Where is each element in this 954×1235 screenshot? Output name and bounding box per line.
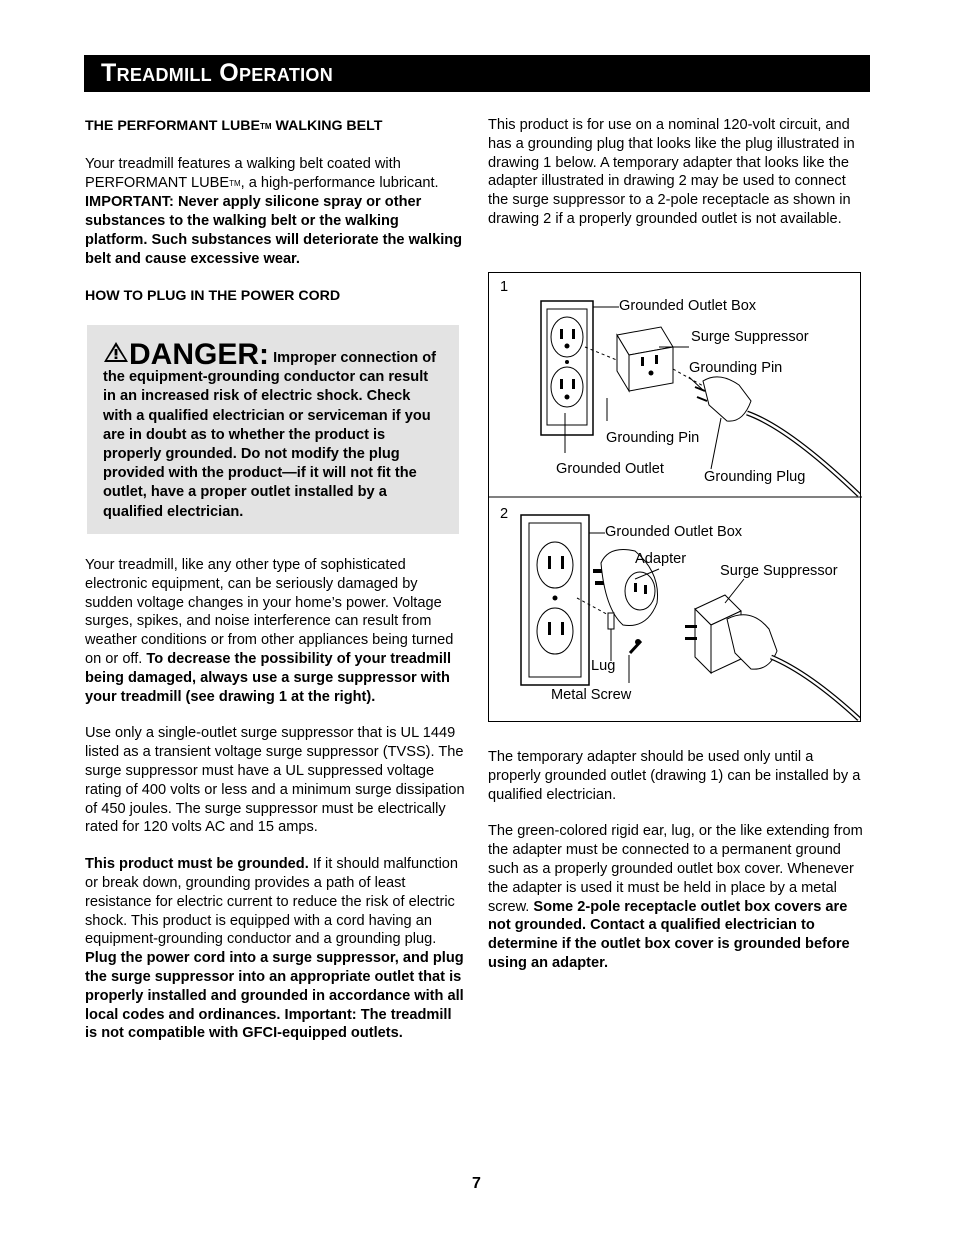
right-column-bottom (488, 748, 866, 973)
left-column-bottom (85, 556, 467, 1043)
page-number: 7 (472, 1175, 481, 1192)
danger-word: DANGER: (129, 338, 269, 371)
left-column-top (85, 117, 465, 305)
label-grounding-pin-left: Grounding Pin (606, 430, 700, 446)
intro-paragraph: This product is for use on a nominal 120-volt circuit, and has a grounding plug that looks like the plug illustrated in drawing 1 below. A temporary adapter that looks like the adapter illustrated in drawing 2 may be used to connect the surge suppressor to a 2-pole receptacle as shown in drawing 2 if a properly grounded outlet is not available. (488, 117, 855, 227)
label-grounding-plug: Grounding Plug (704, 469, 806, 485)
power-cord-heading: HOW TO PLUG IN THE POWER CORD (85, 287, 341, 304)
label-lug: Lug (591, 658, 616, 674)
surge-paragraph: Your treadmill, like any other type of sophisticated electronic equipment, can be seriously damaged by sudden voltage changes in your home’s power. Voltage surges, spikes, and noise interference can result from weather conditions or from other appliances being turned on or off. To decrease the possibility of your treadmill being damaged, always use a surge suppressor with your treadmill (see drawing 1 at the right). (85, 557, 454, 705)
label-grounded-outlet-box-1: Grounded Outlet Box (619, 298, 757, 314)
grounding-paragraph: This product must be grounded. If it should malfunction or break down, grounding provides a path of least resistance for electric current to reduce the risk of electric shock. This product is equipped with a cord having an equipment-grounding conductor and a grounding plug. Plug the power cord into a surge suppressor, and plug the surge suppressor into an appropriate outlet that is properly installed and grounded in accordance with all local codes and ordinances. Important: The treadmill is not compatible with GFCI-equipped outlets. (85, 856, 464, 1042)
right-column-top (488, 116, 864, 229)
adapter-temporary-paragraph: The temporary adapter should be used only until a properly grounded outlet (drawing 1) can be installed by a qualified electrician. (488, 749, 861, 803)
warning-triangle-icon (103, 341, 129, 363)
danger-text: DANGER: Improper connection of the equipment-grounding conductor can result in an increased risk of electric shock. Check with a qualified electrician or serviceman if you are in doubt as to whether the product is properly grounded. Do not modify the plug provided with the product—if it will not fit the outlet, have a proper outlet installed by a qualified electrician. (103, 338, 437, 520)
walking-belt-heading: THE PERFORMANT LUBETM WALKING BELT (85, 118, 383, 134)
label-grounded-outlet-box-2: Grounded Outlet Box (605, 524, 743, 540)
lug-paragraph: The green-colored rigid ear, lug, or the like extending from the adapter must be connected to a permanent ground such as a properly grounded outlet box cover. Whenever the adapter is used it must be held in place by a metal screw. Some 2-pole receptacle outlet box covers are not grounded. Contact a qualified electrician to determine if the outlet box cover is grounded before using an adapter. (488, 823, 863, 971)
section-title: Treadmill Operation (101, 59, 334, 87)
section-title-bar (84, 55, 870, 92)
label-grounding-pin-right: Grounding Pin (689, 360, 783, 376)
label-adapter: Adapter (635, 551, 687, 567)
label-surge-suppressor-1: Surge Suppressor (691, 329, 809, 345)
drawing-1-number: 1 (500, 279, 509, 295)
ul-paragraph: Use only a single-outlet surge suppressor that is UL 1449 listed as a transient voltage surge suppressor (TVSS). The surge suppressor must have a UL suppressed voltage rating of 400 volts or less and a minimum surge dissipation of 450 joules. The surge suppressor must be electrically rated for 120 volts AC and 15 amps. (85, 725, 465, 836)
label-grounded-outlet: Grounded Outlet (556, 461, 664, 477)
label-surge-suppressor-2: Surge Suppressor (720, 563, 838, 579)
drawing-2-number: 2 (500, 506, 509, 522)
grounding-figure (488, 272, 861, 722)
danger-box (87, 325, 459, 534)
label-metal-screw: Metal Screw (551, 687, 632, 703)
walking-belt-paragraph: Your treadmill features a walking belt coated with PERFORMANT LUBETM, a high-performance lubricant. IMPORTANT: Never apply silicone spray or other substances to the walking belt or the walking platform. Such substances will deteriorate the walking belt and cause excessive wear. (85, 155, 463, 267)
